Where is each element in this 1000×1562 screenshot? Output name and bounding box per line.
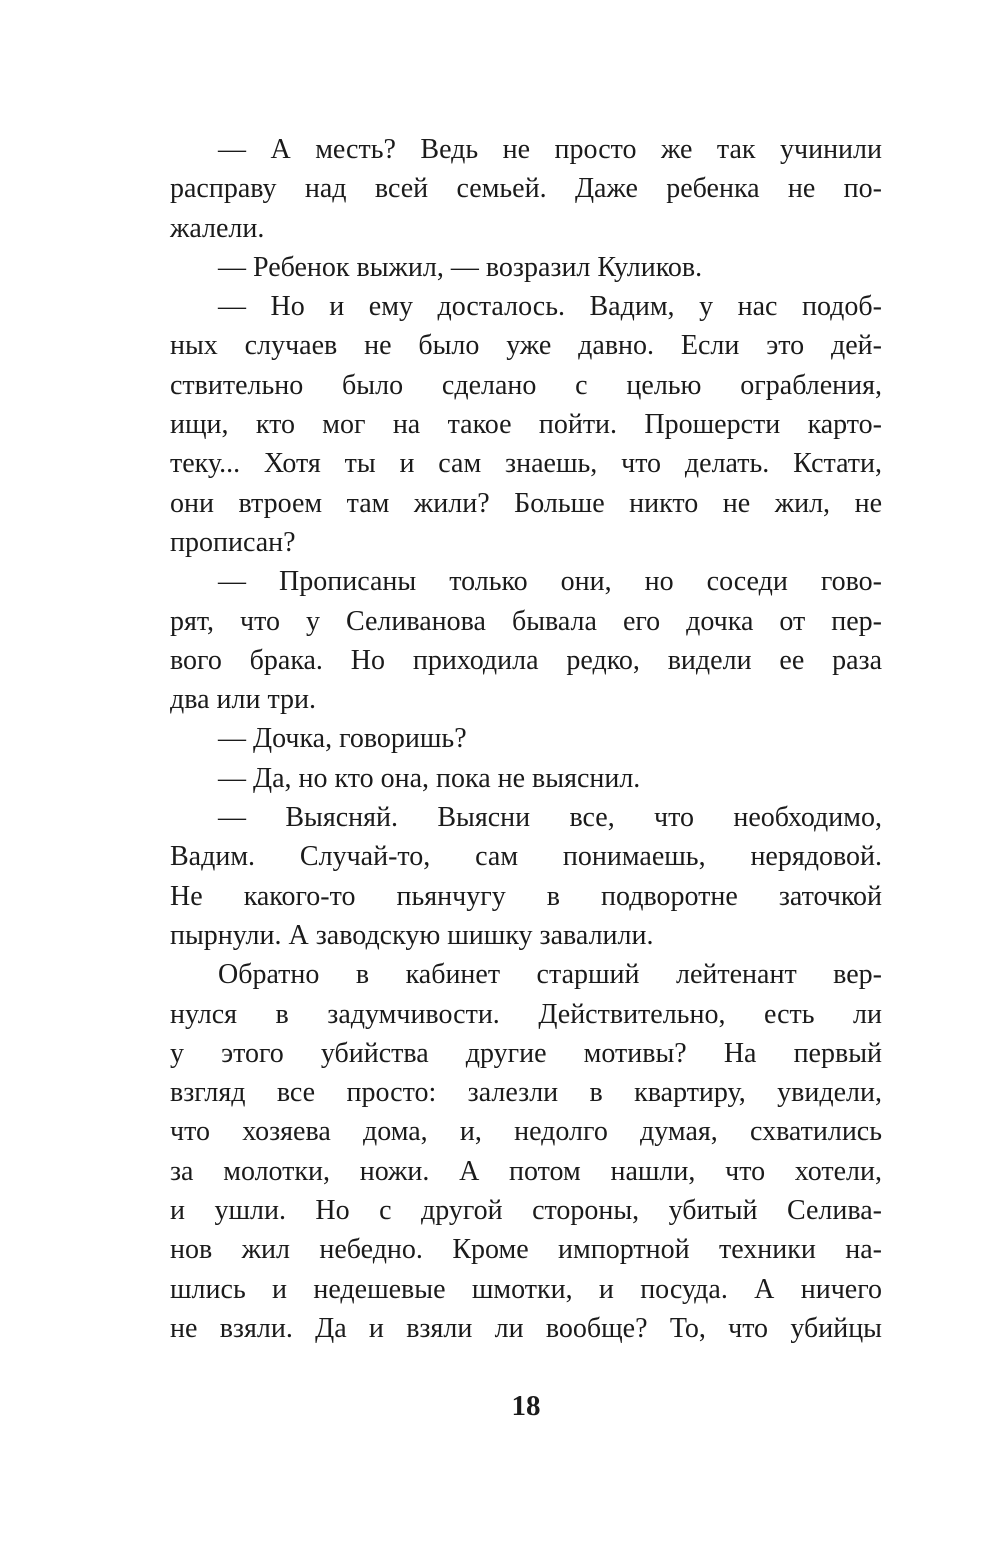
text-line: — Да, но кто она, пока не выяснил. bbox=[218, 762, 641, 794]
text-line: расправу над всей семьей. Даже ребенка не по- bbox=[170, 173, 882, 205]
text-line: пырнули. А заводскую шишку завалили. bbox=[170, 919, 654, 951]
text-line: они втроем там жили? Больше никто не жил, не bbox=[170, 487, 882, 519]
page-number: 18 bbox=[511, 1390, 541, 1422]
text-line: не взяли. Да и взяли ли вообще? То, что убийцы bbox=[170, 1312, 882, 1344]
book-page-text bbox=[170, 130, 882, 1348]
text-line: за молотки, ножи. А потом нашли, что хотели, bbox=[170, 1155, 882, 1187]
text-line: взгляд все просто: залезли в квартиру, увидели, bbox=[170, 1077, 882, 1109]
paragraph bbox=[170, 130, 882, 248]
text-line: нулся в задумчивости. Действительно, есть ли bbox=[170, 998, 882, 1030]
text-line: и ушли. Но с другой стороны, убитый Селива- bbox=[170, 1195, 882, 1227]
text-line: — Дочка, говоришь? bbox=[218, 723, 467, 755]
text-line: ных случаев не было уже давно. Если это дей- bbox=[170, 330, 882, 362]
text-line: Обратно в кабинет старший лейтенант вер- bbox=[218, 959, 882, 991]
text-line: вого брака. Но приходила редко, видели ее раза bbox=[170, 644, 882, 676]
text-line: рят, что у Селиванова бывала его дочка от пер- bbox=[170, 605, 882, 637]
paragraph bbox=[170, 955, 882, 1348]
text-line: теку... Хотя ты и сам знаешь, что делать. Кстати, bbox=[170, 448, 882, 480]
text-line: — Но и ему досталось. Вадим, у нас подоб- bbox=[218, 291, 882, 323]
paragraph bbox=[170, 719, 882, 758]
text-line: шлись и недешевые шмотки, и посуда. А ничего bbox=[170, 1273, 882, 1305]
text-line: у этого убийства другие мотивы? На первый bbox=[170, 1037, 882, 1069]
text-line: — А месть? Ведь не просто же так учинили bbox=[218, 134, 882, 165]
paragraph bbox=[170, 798, 882, 955]
text-line: что хозяева дома, и, недолго думая, схватились bbox=[170, 1116, 882, 1148]
text-line: ствительно было сделано с целью ограбления, bbox=[170, 369, 882, 401]
text-line: ищи, кто мог на такое пойти. Прошерсти карто- bbox=[170, 409, 882, 441]
text-line: Вадим. Случай-то, сам понимаешь, нерядовой. bbox=[170, 841, 882, 873]
paragraph bbox=[170, 248, 882, 287]
paragraph bbox=[170, 759, 882, 798]
text-line: два или три. bbox=[170, 684, 317, 716]
text-line: — Прописаны только они, но соседи гово- bbox=[218, 566, 882, 598]
paragraph bbox=[170, 287, 882, 562]
paragraph bbox=[170, 562, 882, 719]
text-line: нов жил небедно. Кроме импортной техники на- bbox=[170, 1234, 882, 1266]
text-line: Не какого-то пьянчугу в подворотне заточкой bbox=[170, 880, 882, 912]
text-line: — Выясняй. Выясни все, что необходимо, bbox=[218, 802, 882, 834]
text-line: жалели. bbox=[170, 212, 265, 244]
text-line: прописан? bbox=[170, 526, 296, 558]
text-line: — Ребенок выжил, — возразил Куликов. bbox=[218, 251, 703, 283]
